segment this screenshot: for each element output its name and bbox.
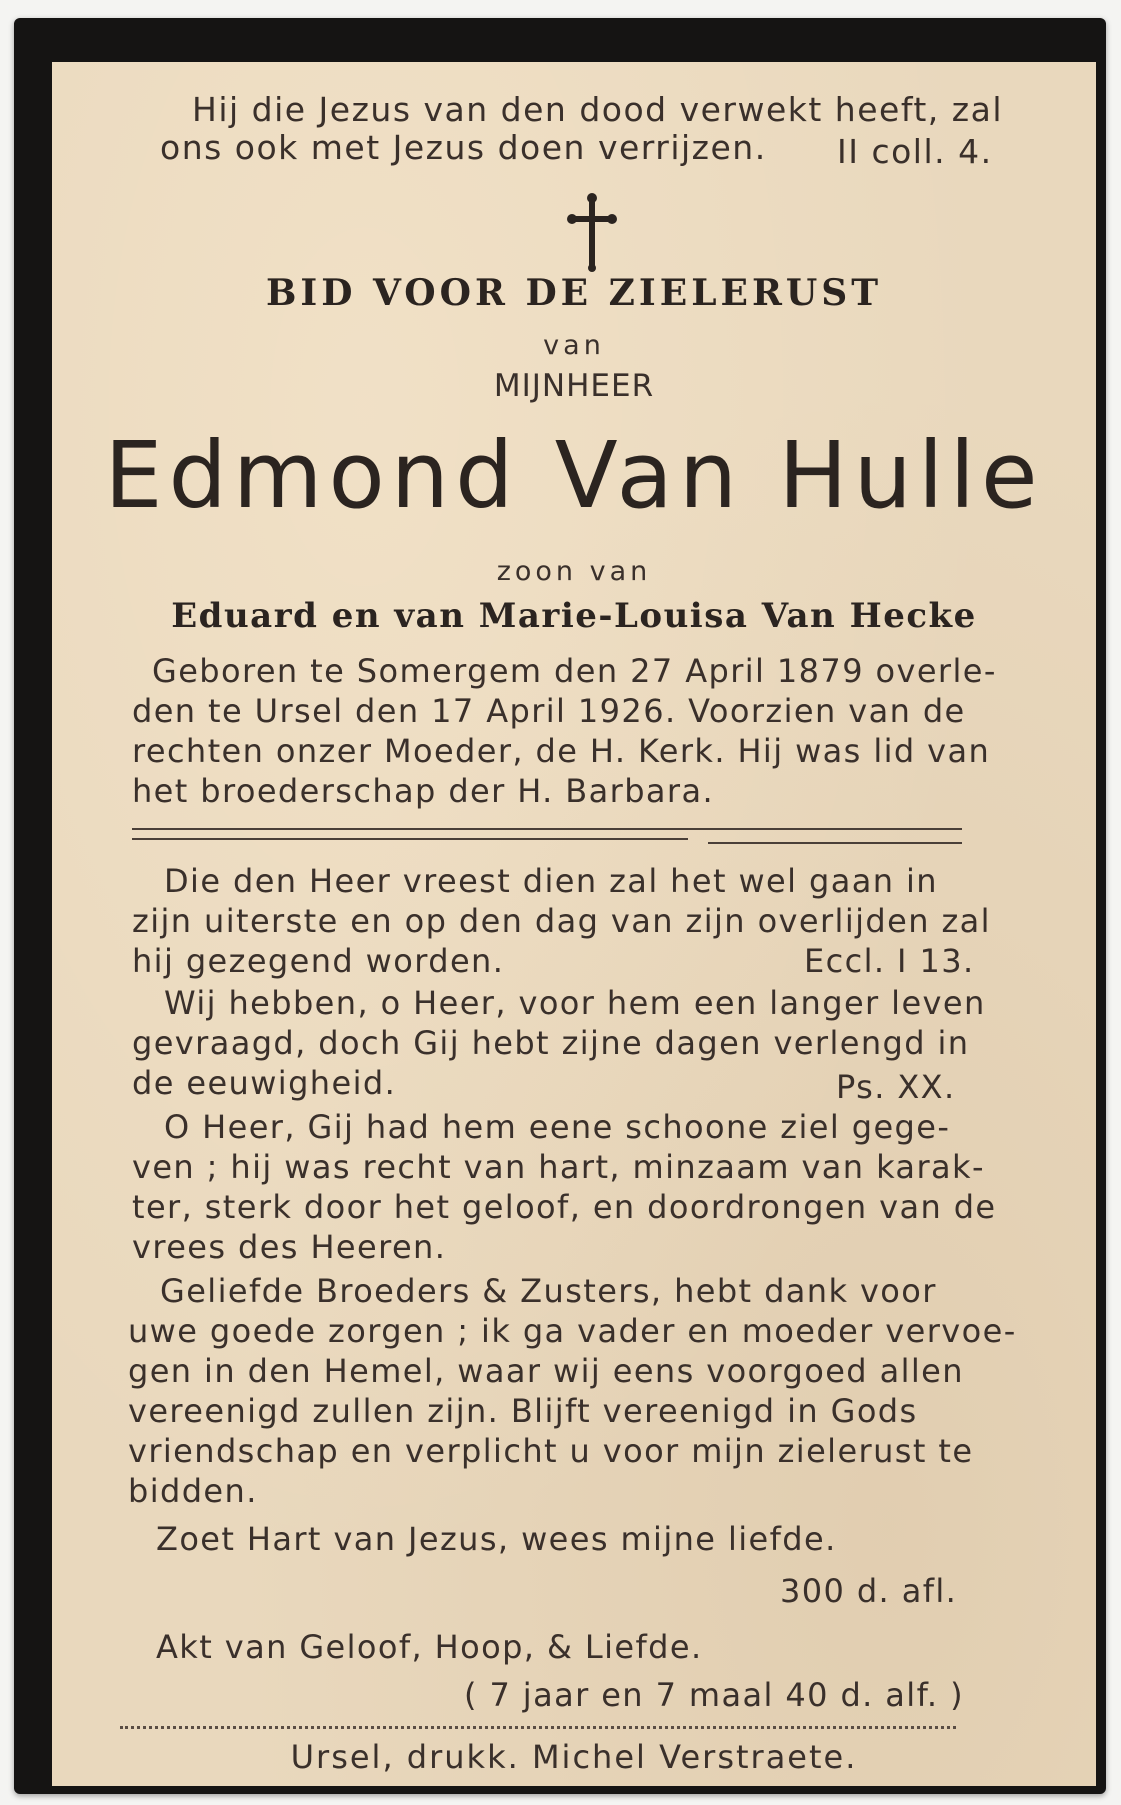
farewell-line-3: gen in den Hemel, waar wij eens voorgoed allen bbox=[128, 1352, 964, 1390]
separator-rule-right bbox=[708, 842, 962, 844]
epigraph-reference: II coll. 4. bbox=[837, 132, 993, 171]
eccl-line-1: Die den Heer vreest dien zal het wel gaan in bbox=[164, 862, 938, 900]
farewell-line-5: vriendschap en verplicht u voor mijn zielerust te bbox=[128, 1432, 974, 1470]
mijnheer-label: MIJNHEER bbox=[493, 368, 655, 404]
van-label: van bbox=[543, 330, 605, 361]
psalm-line-2: gevraagd, doch Gij hebt zijne dagen verlengd in bbox=[132, 1024, 970, 1062]
separator-rule-top bbox=[132, 828, 962, 830]
cross-icon bbox=[562, 192, 622, 272]
acts-indulgence: ( 7 jaar en 7 maal 40 d. alf. ) bbox=[464, 1676, 964, 1714]
separator-rule-left bbox=[132, 838, 688, 840]
farewell-line-6: bidden. bbox=[128, 1472, 258, 1510]
card-paper bbox=[52, 62, 1096, 1786]
prayer-line-1: O Heer, Gij had hem eene schoone ziel gege- bbox=[164, 1108, 951, 1146]
sacred-heart-indulgence: 300 d. afl. bbox=[780, 1572, 958, 1610]
prayer-line-3: ter, sterk door het geloof, en doordrongen van de bbox=[132, 1188, 997, 1226]
deceased-name: Edmond Van Hulle bbox=[104, 422, 1044, 529]
psalm-line-3: de eeuwigheid. bbox=[132, 1064, 397, 1102]
farewell-line-1: Geliefde Broeders & Zusters, hebt dank voor bbox=[160, 1272, 937, 1310]
sacred-heart-invocation: Zoet Hart van Jezus, wees mijne liefde. bbox=[156, 1520, 837, 1558]
psalm-reference: Ps. XX. bbox=[836, 1068, 956, 1106]
eccl-reference: Eccl. I 13. bbox=[804, 942, 975, 980]
acts-invocation: Akt van Geloof, Hoop, & Liefde. bbox=[156, 1628, 703, 1666]
epigraph-line-1: Hij die Jezus van den dood verwekt heeft, zal bbox=[192, 90, 1003, 129]
epigraph-line-2: ons ook met Jezus doen verrijzen. bbox=[160, 128, 767, 167]
parents: Eduard en van Marie-Louisa Van Hecke bbox=[171, 596, 977, 636]
prayer-line-2: ven ; hij was recht van hart, minzaam van karak- bbox=[132, 1148, 985, 1186]
dotted-separator bbox=[120, 1726, 956, 1729]
prayer-line-4: vrees des Heeren. bbox=[132, 1228, 447, 1266]
biography-line-1: Geboren te Somergem den 27 April 1879 overle- bbox=[152, 652, 997, 690]
farewell-line-2: uwe goede zorgen ; ik ga vader en moeder vervoe- bbox=[128, 1312, 1017, 1350]
zoon-van-label: zoon van bbox=[496, 556, 652, 587]
eccl-line-2: zijn uiterste en op den dag van zijn overlijden zal bbox=[132, 902, 991, 940]
biography-line-2: den te Ursel den 17 April 1926. Voorzien van de bbox=[132, 692, 966, 730]
biography-line-3: rechten onzer Moeder, de H. Kerk. Hij was lid van bbox=[132, 732, 991, 770]
memorial-card bbox=[14, 18, 1106, 1794]
psalm-line-1: Wij hebben, o Heer, voor hem een langer leven bbox=[164, 984, 986, 1022]
printer-credit: Ursel, drukk. Michel Verstraete. bbox=[290, 1738, 858, 1776]
biography-line-4: het broederschap der H. Barbara. bbox=[132, 772, 715, 810]
farewell-line-4: vereenigd zullen zijn. Blijft vereenigd in Gods bbox=[128, 1392, 918, 1430]
eccl-line-3: hij gezegend worden. bbox=[132, 942, 505, 980]
heading: BID VOOR DE ZIELERUST bbox=[265, 272, 883, 314]
